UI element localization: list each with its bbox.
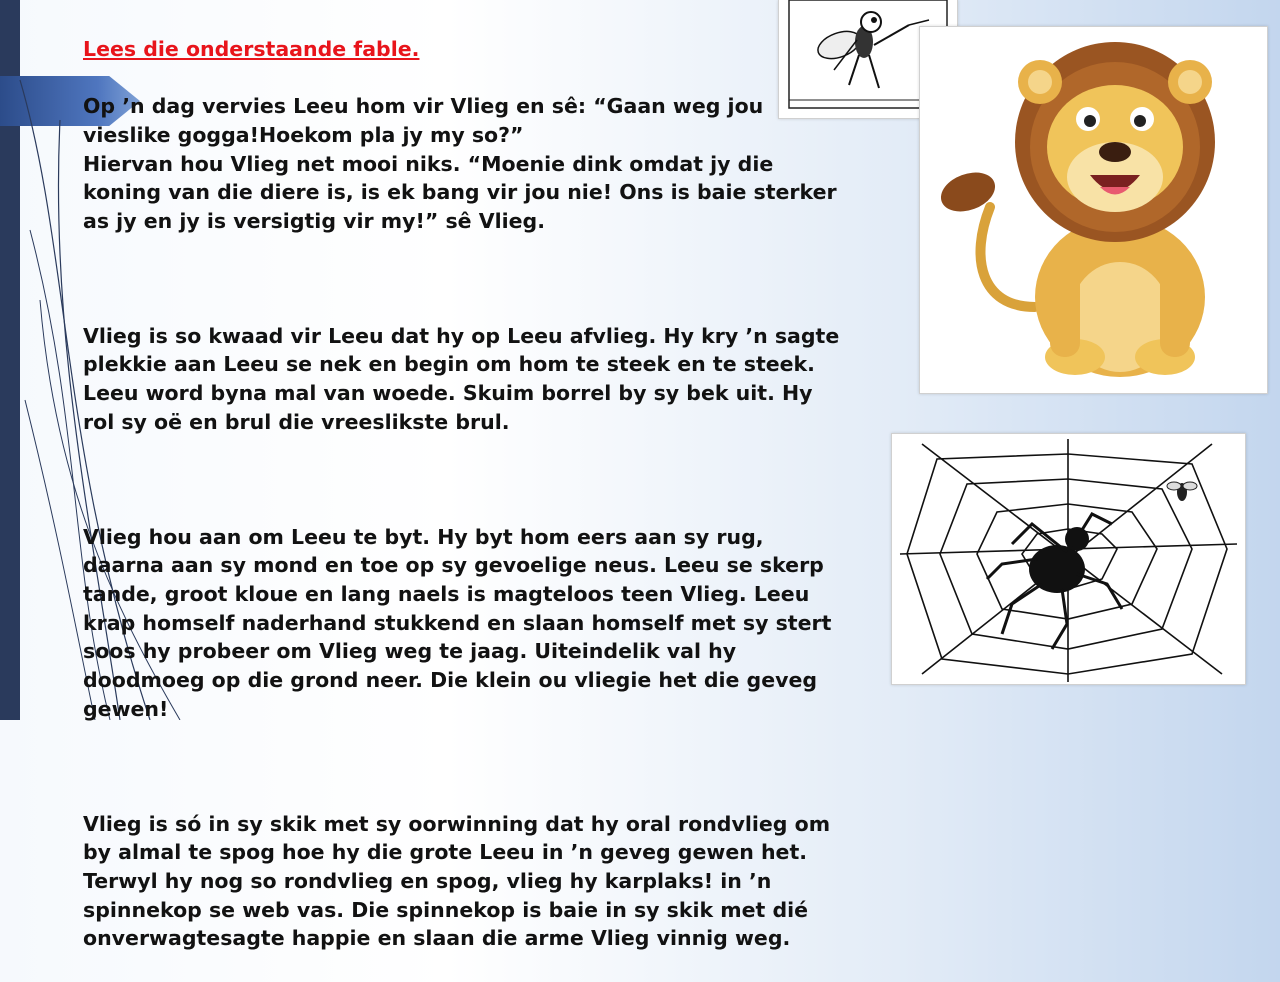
lion-cartoon-icon bbox=[920, 27, 1267, 393]
slide-heading: Lees die onderstaande fable. bbox=[83, 36, 420, 61]
paragraph-3: Vlieg hou aan om Leeu te byt. Hy byt hom eers aan sy rug, daarna aan sy mond en toe op sy gevoelige neus. Leeu se skerp tande, groot kloue en lang naels is magteloos teen Vlieg. Leeu krap homself naderhand stukkend en slaan homself met sy stert soos hy probeer om Vlieg weg te jaag. Uiteindelik val hy doodmoeg op die grond neer. Die klein ou vliegie het die geveg gewen! bbox=[83, 524, 832, 721]
spider-web-icon bbox=[892, 434, 1245, 684]
spider-web-image bbox=[891, 433, 1246, 685]
paragraph-4: Vlieg is só in sy skik met sy oorwinning dat hy oral rondvlieg om by almal te spog hoe hy die grote Leeu in ’n geveg gewen het. Terwyl hy nog so rondvlieg en spog, vlieg hy karplaks! in ’n spinnekop se web vas. Die spinnekop is baie in sy skik met dié onverwagtesagte happie en slaan die arme Vlieg vinnig weg. bbox=[83, 811, 831, 951]
fable-text bbox=[83, 6, 843, 982]
paragraph-1: Op ’n dag vervies Leeu hom vir Vlieg en sê: “Gaan weg jou vieslike gogga!Hoekom pla jy my so?” Hiervan hou Vlieg net mooi niks. “Moenie dink omdat jy die koning van die diere is, is ek bang vir jou nie! Ons is baie sterker as jy en jy is versigtig vir my!” sê Vlieg. bbox=[83, 94, 837, 233]
lion-image bbox=[919, 26, 1268, 394]
paragraph-2: Vlieg is so kwaad vir Leeu dat hy op Leeu afvlieg. Hy kry ’n sagte plekkie aan Leeu se nek en begin om hom te steek en te steek. Leeu word byna mal van woede. Skuim borrel by sy bek uit. Hy rol sy oë en brul die vreeslikste brul. bbox=[83, 323, 840, 434]
